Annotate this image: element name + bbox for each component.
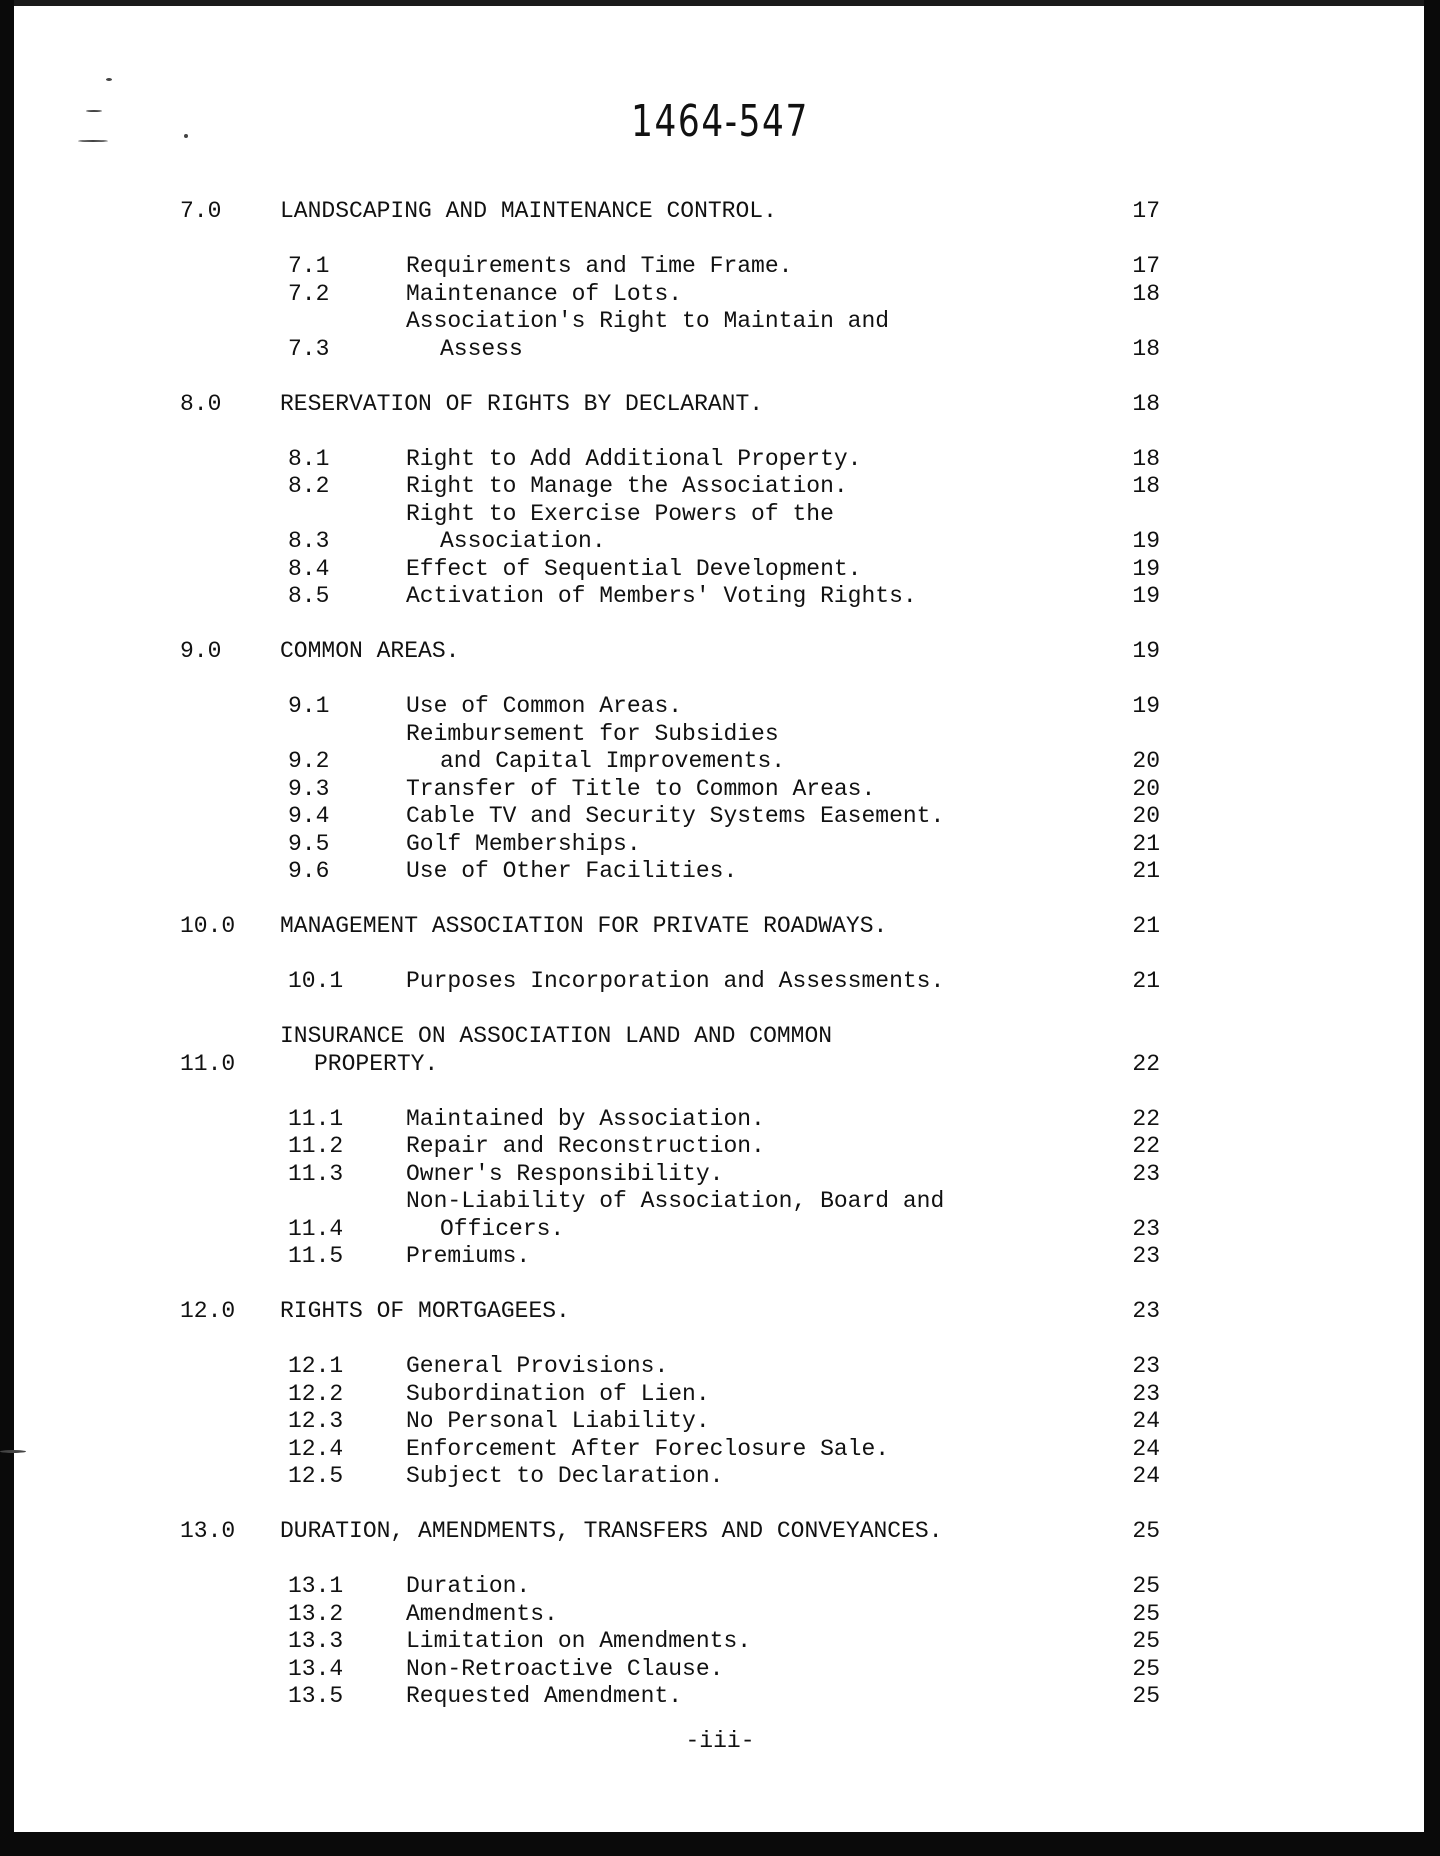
toc-entry: [180, 308, 1160, 363]
entry-page-number: 22: [1132, 1105, 1160, 1132]
entry-title-text: Purposes Incorporation and Assessments.: [406, 968, 945, 994]
section-number: 12.0: [180, 1298, 236, 1324]
entry-number: 8.5: [288, 583, 330, 609]
toc-entry: [180, 693, 1160, 721]
entry-title-text: Effect of Sequential Development.: [406, 555, 862, 582]
section-number: 11.0: [180, 1050, 236, 1077]
toc-entry: [180, 501, 1160, 556]
toc-entry: [180, 803, 1160, 831]
entry-title-text: Non-Retroactive Clause.: [406, 1655, 724, 1682]
entry-title: [406, 1628, 1100, 1656]
entry-number: 9.2: [288, 748, 330, 774]
entry-title-text: Cable TV and Security Systems Easement.: [406, 803, 945, 829]
toc-entry: [180, 968, 1160, 996]
scan-speck: [106, 78, 112, 81]
section-title-text: MANAGEMENT ASSOCIATION FOR PRIVATE ROADWAYS.: [280, 913, 888, 939]
entry-number: 13.5: [288, 1683, 344, 1709]
entry-title: [406, 1188, 1100, 1243]
entry-title-text: Premiums.: [406, 1243, 531, 1269]
entry-title-text: Activation of Members' Voting Rights.: [406, 583, 917, 609]
section-page-number: 22: [1132, 1050, 1160, 1077]
toc-entry: [180, 583, 1160, 611]
toc-entry: [180, 1436, 1160, 1464]
toc-entry: [180, 1133, 1160, 1161]
section-number: 10.0: [180, 913, 236, 939]
entry-title-text: Reimbursement for Subsidies: [406, 720, 779, 747]
entry-page-number: 25: [1132, 1600, 1160, 1627]
entry-page-number: 23: [1132, 1380, 1160, 1407]
section-title: [280, 1518, 1100, 1546]
entry-page-number: 18: [1132, 473, 1160, 499]
toc-entry: [180, 556, 1160, 584]
entry-number: 13.3: [288, 1628, 344, 1654]
toc-section-heading: [180, 1518, 1160, 1546]
toc-section-heading: [180, 391, 1160, 419]
entry-number: 8.3: [288, 528, 330, 554]
entry-title-text: Requested Amendment.: [406, 1683, 683, 1709]
entry-title-text: Right to Add Additional Property.: [406, 445, 862, 472]
toc-entry: [180, 1188, 1160, 1243]
entry-title-text: Subject to Declaration.: [406, 1463, 724, 1489]
section-title-text: RIGHTS OF MORTGAGEES.: [280, 1298, 570, 1324]
entry-title-text: Amendments.: [406, 1600, 558, 1627]
entry-page-number: 20: [1132, 803, 1160, 829]
entry-title-text: Duration.: [406, 1573, 531, 1599]
scan-edge-left: [0, 0, 14, 1856]
entry-page-number: 20: [1132, 775, 1160, 802]
entry-title: [406, 803, 1100, 831]
entry-page-number: 25: [1132, 1628, 1160, 1654]
entry-page-number: 23: [1132, 1215, 1160, 1242]
entry-title: [406, 556, 1100, 584]
entry-page-number: 21: [1132, 830, 1160, 857]
entry-number: 11.2: [288, 1133, 344, 1159]
entry-title: [406, 281, 1100, 309]
entry-number: 9.5: [288, 830, 330, 857]
entry-number: 8.2: [288, 473, 330, 499]
entry-title: [406, 1656, 1100, 1684]
toc-entry: [180, 446, 1160, 474]
entry-number: 12.1: [288, 1353, 344, 1379]
entry-title-text: Golf Memberships.: [406, 830, 641, 857]
section-page-number: 18: [1132, 390, 1160, 417]
section-title-text: LANDSCAPING AND MAINTENANCE CONTROL.: [280, 198, 777, 224]
section-title-text: RESERVATION OF RIGHTS BY DECLARANT.: [280, 390, 764, 417]
toc-entry: [180, 858, 1160, 886]
toc-entry: [180, 281, 1160, 309]
toc-section-heading: [180, 638, 1160, 666]
scan-edge-bottom: [0, 1832, 1440, 1856]
entry-title-text: Non-Liability of Association, Board and: [406, 1188, 945, 1214]
entry-title-text: Right to Manage the Association.: [406, 473, 848, 499]
toc-entry: [180, 1408, 1160, 1436]
toc-entry: [180, 1683, 1160, 1711]
entry-number: 11.3: [288, 1160, 344, 1187]
toc-entry: [180, 776, 1160, 804]
entry-title-continuation: Association.: [440, 528, 606, 554]
entry-number: 9.1: [288, 693, 330, 719]
section-title: [280, 391, 1100, 419]
entry-page-number: 25: [1132, 1573, 1160, 1599]
entry-title: [406, 308, 1100, 363]
entry-page-number: 24: [1132, 1408, 1160, 1434]
entry-title-text: Association's Right to Maintain and: [406, 308, 890, 334]
entry-title: [406, 1353, 1100, 1381]
toc-section: [180, 1023, 1160, 1271]
entry-number: 11.1: [288, 1105, 344, 1132]
scan-edge-right: [1424, 0, 1440, 1856]
section-title: [280, 1023, 1100, 1078]
entry-title-continuation: and Capital Improvements.: [440, 748, 786, 774]
entry-page-number: 25: [1132, 1683, 1160, 1709]
entry-title: [406, 776, 1100, 804]
document-number: 1464-547: [631, 96, 809, 147]
section-title-text: COMMON AREAS.: [280, 638, 460, 664]
entry-title-text: Limitation on Amendments.: [406, 1628, 752, 1654]
entry-title: [406, 473, 1100, 501]
entry-title-text: Use of Common Areas.: [406, 693, 683, 719]
entry-number: 8.4: [288, 555, 330, 582]
entry-title-text: Maintained by Association.: [406, 1105, 765, 1132]
toc-entry: [180, 1243, 1160, 1271]
entry-page-number: 18: [1132, 335, 1160, 362]
page-footer-number: -iii-: [685, 1728, 755, 1754]
entry-number: 7.2: [288, 280, 330, 307]
table-of-contents: [180, 198, 1160, 1738]
entry-page-number: 24: [1132, 1435, 1160, 1462]
entry-page-number: 23: [1132, 1160, 1160, 1187]
entry-page-number: 19: [1132, 555, 1160, 582]
toc-entry: [180, 473, 1160, 501]
toc-section-heading: [180, 1023, 1160, 1078]
entry-title: [406, 501, 1100, 556]
section-title: [280, 198, 1100, 226]
entry-title-text: Right to Exercise Powers of the: [406, 500, 834, 527]
entry-title: [406, 1133, 1100, 1161]
entry-page-number: 23: [1132, 1243, 1160, 1269]
entry-number: 7.3: [288, 335, 330, 362]
entry-number: 9.4: [288, 803, 330, 829]
entry-title: [406, 1463, 1100, 1491]
toc-entry: [180, 253, 1160, 281]
entry-page-number: 18: [1132, 445, 1160, 472]
entry-page-number: 19: [1132, 693, 1160, 719]
entry-title-text: General Provisions.: [406, 1353, 669, 1379]
entry-page-number: 24: [1132, 1463, 1160, 1489]
section-title-text: INSURANCE ON ASSOCIATION LAND AND COMMON: [280, 1023, 833, 1049]
entry-title-continuation: Officers.: [440, 1215, 565, 1242]
entry-title: [406, 446, 1100, 474]
entry-title: [406, 1573, 1100, 1601]
section-number: 13.0: [180, 1518, 236, 1544]
section-title: [280, 1298, 1100, 1326]
scan-speck: [78, 140, 108, 142]
entry-number: 11.4: [288, 1215, 344, 1242]
toc-entry: [180, 1161, 1160, 1189]
entry-page-number: 21: [1132, 858, 1160, 884]
entry-page-number: 20: [1132, 748, 1160, 774]
toc-entry: [180, 1573, 1160, 1601]
section-page-number: 23: [1132, 1298, 1160, 1324]
entry-number: 8.1: [288, 445, 330, 472]
entry-page-number: 23: [1132, 1353, 1160, 1379]
toc-entry: [180, 831, 1160, 859]
entry-title-text: Owner's Responsibility.: [406, 1160, 724, 1187]
toc-section: [180, 1518, 1160, 1711]
entry-page-number: 21: [1132, 968, 1160, 994]
scan-edge-top: [0, 0, 1440, 6]
entry-number: 9.6: [288, 858, 330, 884]
entry-number: 11.5: [288, 1243, 344, 1269]
entry-title-text: Transfer of Title to Common Areas.: [406, 775, 876, 802]
section-number: 9.0: [180, 638, 222, 664]
entry-page-number: 25: [1132, 1655, 1160, 1682]
toc-section-heading: [180, 198, 1160, 226]
entry-title-text: Use of Other Facilities.: [406, 858, 738, 884]
entry-title: [406, 1243, 1100, 1271]
entry-title-text: Repair and Reconstruction.: [406, 1133, 765, 1159]
entry-number: 9.3: [288, 775, 330, 802]
section-page-number: 21: [1132, 913, 1160, 939]
entry-number: 10.1: [288, 968, 344, 994]
section-page-number: 19: [1132, 638, 1160, 664]
toc-section-heading: [180, 1298, 1160, 1326]
entry-page-number: 22: [1132, 1133, 1160, 1159]
section-page-number: 17: [1132, 198, 1160, 224]
toc-section: [180, 913, 1160, 996]
toc-section: [180, 198, 1160, 363]
entry-page-number: 17: [1132, 253, 1160, 279]
entry-title: [406, 693, 1100, 721]
entry-title-text: No Personal Liability.: [406, 1408, 710, 1434]
entry-number: 13.4: [288, 1655, 344, 1682]
section-page-number: 25: [1132, 1518, 1160, 1544]
entry-number: 12.4: [288, 1435, 344, 1462]
entry-title-text: Maintenance of Lots.: [406, 280, 683, 307]
entry-title: [406, 1408, 1100, 1436]
entry-number: 13.1: [288, 1573, 344, 1599]
toc-entry: [180, 1628, 1160, 1656]
entry-number: 12.3: [288, 1408, 344, 1434]
section-number: 7.0: [180, 198, 222, 224]
entry-title: [406, 831, 1100, 859]
entry-title: [406, 1436, 1100, 1464]
entry-number: 7.1: [288, 253, 330, 279]
toc-entry: [180, 1381, 1160, 1409]
toc-section: [180, 638, 1160, 886]
toc-entry: [180, 721, 1160, 776]
section-title-continuation: PROPERTY.: [314, 1050, 439, 1077]
entry-page-number: 18: [1132, 280, 1160, 307]
entry-title: [406, 253, 1100, 281]
section-number: 8.0: [180, 390, 222, 417]
entry-title: [406, 1683, 1100, 1711]
toc-entry: [180, 1656, 1160, 1684]
section-title-text: DURATION, AMENDMENTS, TRANSFERS AND CONVEYANCES.: [280, 1518, 943, 1544]
toc-entry: [180, 1463, 1160, 1491]
entry-title: [406, 583, 1100, 611]
entry-title: [406, 721, 1100, 776]
toc-section-heading: [180, 913, 1160, 941]
section-title: [280, 638, 1100, 666]
toc-entry: [180, 1353, 1160, 1381]
toc-section: [180, 1298, 1160, 1491]
entry-number: 12.5: [288, 1463, 344, 1489]
entry-title: [406, 1381, 1100, 1409]
section-title: [280, 913, 1100, 941]
toc-entry: [180, 1106, 1160, 1134]
entry-title-text: Requirements and Time Frame.: [406, 253, 793, 279]
entry-title: [406, 968, 1100, 996]
toc-entry: [180, 1601, 1160, 1629]
entry-title-text: Subordination of Lien.: [406, 1380, 710, 1407]
entry-number: 13.2: [288, 1600, 344, 1627]
scan-speck: [0, 1450, 26, 1453]
entry-page-number: 19: [1132, 583, 1160, 609]
entry-title: [406, 858, 1100, 886]
entry-title: [406, 1601, 1100, 1629]
toc-section: [180, 391, 1160, 611]
entry-title: [406, 1106, 1100, 1134]
entry-number: 12.2: [288, 1380, 344, 1407]
entry-title-continuation: Assess: [440, 335, 523, 362]
entry-title: [406, 1161, 1100, 1189]
scan-speck: [86, 110, 102, 112]
entry-page-number: 19: [1132, 528, 1160, 554]
entry-title-text: Enforcement After Foreclosure Sale.: [406, 1435, 890, 1462]
